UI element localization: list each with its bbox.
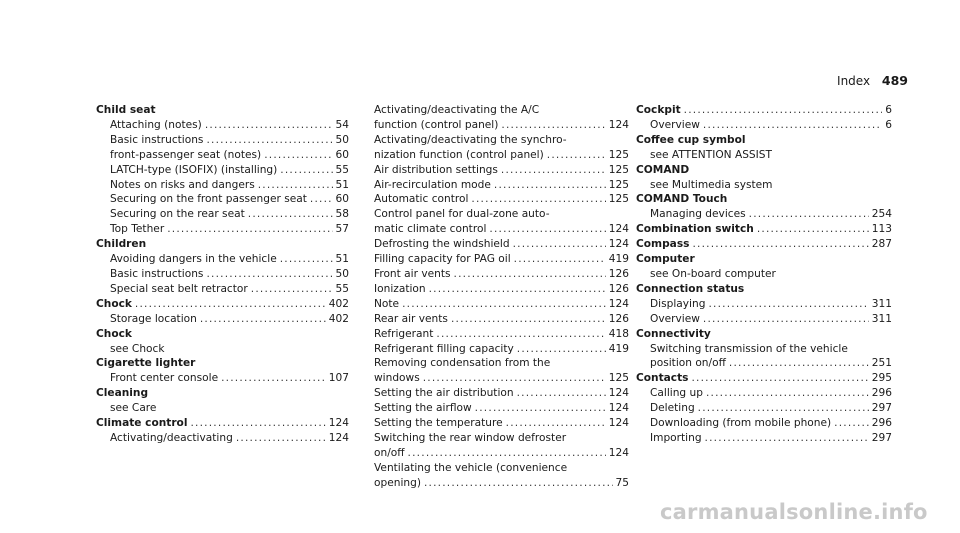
index-subentry — [96, 133, 349, 148]
index-heading: COMAND Touch — [636, 193, 728, 206]
entry-text: Front air vents — [374, 267, 451, 280]
index-subentry — [636, 297, 892, 312]
page-ref: 124 — [328, 431, 349, 444]
dot-leader — [684, 103, 883, 118]
page-ref: 124 — [608, 402, 629, 415]
entry-text: Refrigerant filling capacity — [374, 342, 514, 355]
dot-leader — [436, 327, 605, 342]
page-ref: 125 — [608, 163, 629, 176]
index-entry — [636, 103, 892, 118]
index-heading: Computer — [636, 253, 695, 266]
index-subentry — [96, 163, 349, 178]
page-ref: 125 — [608, 178, 629, 191]
page-ref: 57 — [335, 223, 349, 236]
dot-leader — [264, 148, 332, 163]
index-subentry — [374, 297, 629, 312]
index-subentry: Activating/deactivating the A/C — [374, 104, 540, 116]
page-ref: 107 — [328, 372, 349, 385]
dot-leader — [221, 371, 326, 386]
page-ref: 419 — [608, 342, 629, 355]
entry-text: Air distribution settings — [374, 163, 498, 176]
entry-text: Top Tether — [110, 223, 165, 236]
page-ref: 54 — [335, 118, 349, 131]
dot-leader — [190, 416, 325, 431]
dot-leader — [708, 297, 868, 312]
index-subentry — [374, 282, 629, 297]
page-ref: 50 — [335, 267, 349, 280]
page-ref: 402 — [328, 297, 349, 310]
entry-text: Overview — [650, 118, 700, 131]
index-heading: Cleaning — [96, 387, 149, 400]
page-ref: 125 — [608, 148, 629, 161]
entry-text: Securing on the front passenger seat — [110, 193, 307, 206]
entry-text: LATCH-type (ISOFIX) (installing) — [110, 163, 278, 176]
page-ref: 124 — [608, 238, 629, 251]
dot-leader — [501, 118, 605, 133]
entry-text: Attaching (notes) — [110, 118, 202, 131]
entry-text: Activating/deactivating — [110, 431, 233, 444]
index-column-3 — [636, 103, 892, 446]
dot-leader — [506, 416, 606, 431]
dot-leader — [517, 386, 606, 401]
index-subentry — [374, 252, 629, 267]
dot-leader — [471, 192, 605, 207]
index-subentry: see On-board computer — [650, 267, 776, 280]
page-ref: 311 — [871, 297, 892, 310]
entry-text: position on/off — [650, 357, 726, 370]
page-ref: 58 — [335, 208, 349, 221]
index-subentry — [374, 312, 629, 327]
dot-leader — [402, 297, 606, 312]
index-subentry: see Care — [110, 402, 157, 415]
entry-text: Avoiding dangers in the vehicle — [110, 253, 277, 266]
entry-text: matic climate control — [374, 223, 487, 236]
entry-text: on/off — [374, 446, 405, 459]
index-subentry — [374, 222, 629, 237]
index-subentry — [96, 178, 349, 193]
dot-leader — [757, 222, 869, 237]
dot-leader — [205, 118, 333, 133]
index-subentry — [96, 371, 349, 386]
page-ref: 402 — [328, 312, 349, 325]
dot-leader — [703, 312, 869, 327]
entry-text: Compass — [636, 238, 690, 251]
page-ref: 124 — [608, 387, 629, 400]
entry-text: Notes on risks and dangers — [110, 178, 255, 191]
entry-text: function (control panel) — [374, 118, 499, 131]
page-ref: 419 — [608, 253, 629, 266]
index-subentry — [374, 148, 629, 163]
entry-text: Overview — [650, 312, 700, 325]
index-subentry — [636, 118, 892, 133]
index-subentry — [636, 386, 892, 401]
index-entry — [636, 371, 892, 386]
entry-text: Combination switch — [636, 223, 754, 236]
dot-leader — [547, 148, 606, 163]
index-subentry — [636, 207, 892, 222]
index-subentry: Control panel for dual-zone auto- — [374, 208, 550, 221]
dot-leader — [167, 222, 332, 237]
entry-text: Managing devices — [650, 208, 746, 221]
dot-leader — [514, 252, 606, 267]
page-ref: 297 — [871, 402, 892, 415]
index-subentry — [96, 312, 349, 327]
entry-text: Air-recirculation mode — [374, 178, 491, 191]
index-heading: Connectivity — [636, 327, 711, 340]
entry-text: Downloading (from mobile phone) — [650, 417, 832, 430]
index-subentry — [96, 282, 349, 297]
dot-leader — [200, 312, 326, 327]
index-subentry — [96, 431, 349, 446]
index-subentry: Removing condensation from the — [374, 357, 551, 370]
entry-text: Refrigerant — [374, 327, 434, 340]
index-heading: Cigarette lighter — [96, 357, 196, 370]
entry-text: Deleting — [650, 402, 695, 415]
page-ref: 60 — [335, 148, 349, 161]
dot-leader — [475, 401, 606, 416]
entry-text: Setting the airflow — [374, 402, 472, 415]
page-ref: 124 — [608, 297, 629, 310]
index-subentry — [96, 222, 349, 237]
entry-text: Importing — [650, 431, 702, 444]
dot-leader — [251, 282, 333, 297]
index-subentry — [374, 327, 629, 342]
dot-leader — [834, 416, 869, 431]
index-subentry: see Multimedia system — [650, 178, 773, 191]
page-ref: 296 — [871, 387, 892, 400]
entry-text: Cockpit — [636, 104, 681, 116]
page-ref: 51 — [335, 253, 349, 266]
dot-leader — [691, 371, 868, 386]
dot-leader — [749, 207, 869, 222]
dot-leader — [489, 222, 605, 237]
index-subentry — [636, 401, 892, 416]
page-ref: 75 — [615, 476, 629, 489]
entry-text: Filling capacity for PAG oil — [374, 253, 511, 266]
dot-leader — [692, 237, 868, 252]
dot-leader — [513, 237, 606, 252]
dot-leader — [729, 356, 869, 371]
index-heading: Chock — [96, 327, 132, 340]
index-subentry — [374, 476, 629, 491]
entry-text: Front center console — [110, 372, 219, 385]
dot-leader — [280, 252, 333, 267]
index-entry — [636, 222, 892, 237]
page-ref: 55 — [335, 282, 349, 295]
entry-text: Note — [374, 297, 400, 310]
page-ref: 50 — [335, 133, 349, 146]
page-ref: 124 — [608, 417, 629, 430]
entry-text: Ionization — [374, 282, 426, 295]
dot-leader — [703, 118, 882, 133]
index-subentry — [374, 371, 629, 386]
dot-leader — [429, 282, 606, 297]
entry-text: Storage location — [110, 312, 197, 325]
page-ref: 60 — [335, 193, 349, 206]
page-ref: 124 — [608, 223, 629, 236]
entry-text: Setting the air distribution — [374, 387, 514, 400]
dot-leader — [206, 133, 332, 148]
entry-text: Setting the temperature — [374, 417, 503, 430]
index-subentry: see ATTENTION ASSIST — [650, 148, 772, 161]
entry-text: Climate control — [96, 417, 188, 430]
dot-leader — [705, 431, 869, 446]
index-subentry — [96, 118, 349, 133]
index-subentry: Activating/deactivating the synchro- — [374, 133, 567, 146]
entry-text: front-passenger seat (notes) — [110, 148, 262, 161]
index-subentry: see Chock — [110, 342, 165, 355]
entry-text: nization function (control panel) — [374, 148, 544, 161]
dot-leader — [423, 371, 606, 386]
page-ref: 6 — [885, 118, 892, 131]
index-heading: Connection status — [636, 282, 745, 295]
page-ref: 124 — [328, 417, 349, 430]
page-ref: 125 — [608, 193, 629, 206]
index-heading: Children — [96, 238, 147, 251]
index-subentry — [374, 192, 629, 207]
entry-text: Basic instructions — [110, 267, 204, 280]
index-entry — [96, 416, 349, 431]
entry-text: Special seat belt retractor — [110, 282, 248, 295]
page-ref: 125 — [608, 372, 629, 385]
dot-leader — [451, 312, 606, 327]
dot-leader — [501, 163, 606, 178]
dot-leader — [310, 192, 333, 207]
index-subentry — [374, 416, 629, 431]
dot-leader — [424, 476, 613, 491]
index-subentry — [96, 252, 349, 267]
entry-text: Calling up — [650, 387, 703, 400]
entry-text: opening) — [374, 476, 421, 489]
page-ref: 296 — [871, 417, 892, 430]
page-ref: 6 — [885, 104, 892, 116]
index-subentry — [636, 431, 892, 446]
dot-leader — [135, 297, 326, 312]
page-ref: 287 — [871, 238, 892, 251]
index-subentry — [96, 207, 349, 222]
page-ref: 295 — [871, 372, 892, 385]
page-ref: 113 — [871, 223, 892, 236]
index-subentry — [96, 192, 349, 207]
dot-leader — [258, 178, 333, 193]
entry-text: Rear air vents — [374, 312, 448, 325]
dot-leader — [706, 386, 869, 401]
index-subentry — [636, 312, 892, 327]
index-subentry: Switching the rear window defroster — [374, 431, 567, 444]
index-subentry — [374, 237, 629, 252]
index-subentry — [96, 267, 349, 282]
index-subentry — [374, 163, 629, 178]
page-ref: 418 — [608, 327, 629, 340]
index-subentry — [636, 356, 892, 371]
entry-text: Securing on the rear seat — [110, 208, 245, 221]
index-subentry — [374, 267, 629, 282]
entry-text: Defrosting the windshield — [374, 238, 510, 251]
page-ref: 126 — [608, 267, 629, 280]
page-ref: 254 — [871, 208, 892, 221]
entry-text: Automatic control — [374, 193, 469, 206]
page-ref: 311 — [871, 312, 892, 325]
dot-leader — [517, 342, 606, 357]
page-ref: 124 — [608, 446, 629, 459]
page-header — [837, 73, 908, 88]
index-subentry — [636, 416, 892, 431]
page-ref: 297 — [871, 431, 892, 444]
index-column-2 — [374, 103, 629, 491]
entry-text: windows — [374, 372, 420, 385]
dot-leader — [236, 431, 326, 446]
page-ref: 126 — [608, 312, 629, 325]
dot-leader — [408, 446, 606, 461]
entry-text: Chock — [96, 297, 132, 310]
section-label: Index — [837, 74, 871, 88]
index-subentry — [374, 401, 629, 416]
dot-leader — [248, 207, 333, 222]
index-heading: Child seat — [96, 104, 156, 116]
dot-leader — [454, 267, 606, 282]
dot-leader — [280, 163, 332, 178]
page-number: 489 — [881, 73, 908, 88]
page-ref: 126 — [608, 282, 629, 295]
index-subentry — [374, 342, 629, 357]
index-column-1 — [96, 103, 349, 446]
index-subentry: Ventilating the vehicle (convenience — [374, 461, 568, 474]
entry-text: Contacts — [636, 372, 689, 385]
index-entry — [636, 237, 892, 252]
index-entry — [96, 297, 349, 312]
entry-text: Displaying — [650, 297, 706, 310]
entry-text: Basic instructions — [110, 133, 204, 146]
index-subentry — [374, 446, 629, 461]
index-heading: COMAND — [636, 163, 690, 176]
index-subentry — [374, 386, 629, 401]
index-subentry — [374, 178, 629, 193]
watermark: carmanualsonline.info — [660, 500, 928, 524]
page-ref: 124 — [608, 118, 629, 131]
dot-leader — [494, 178, 606, 193]
dot-leader — [698, 401, 869, 416]
dot-leader — [206, 267, 332, 282]
index-subentry: Switching transmission of the vehicle — [650, 342, 848, 355]
page-ref: 251 — [871, 357, 892, 370]
page-ref: 55 — [335, 163, 349, 176]
index-subentry — [374, 118, 629, 133]
index-heading: Coffee cup symbol — [636, 133, 746, 146]
page-ref: 51 — [335, 178, 349, 191]
index-subentry — [96, 148, 349, 163]
